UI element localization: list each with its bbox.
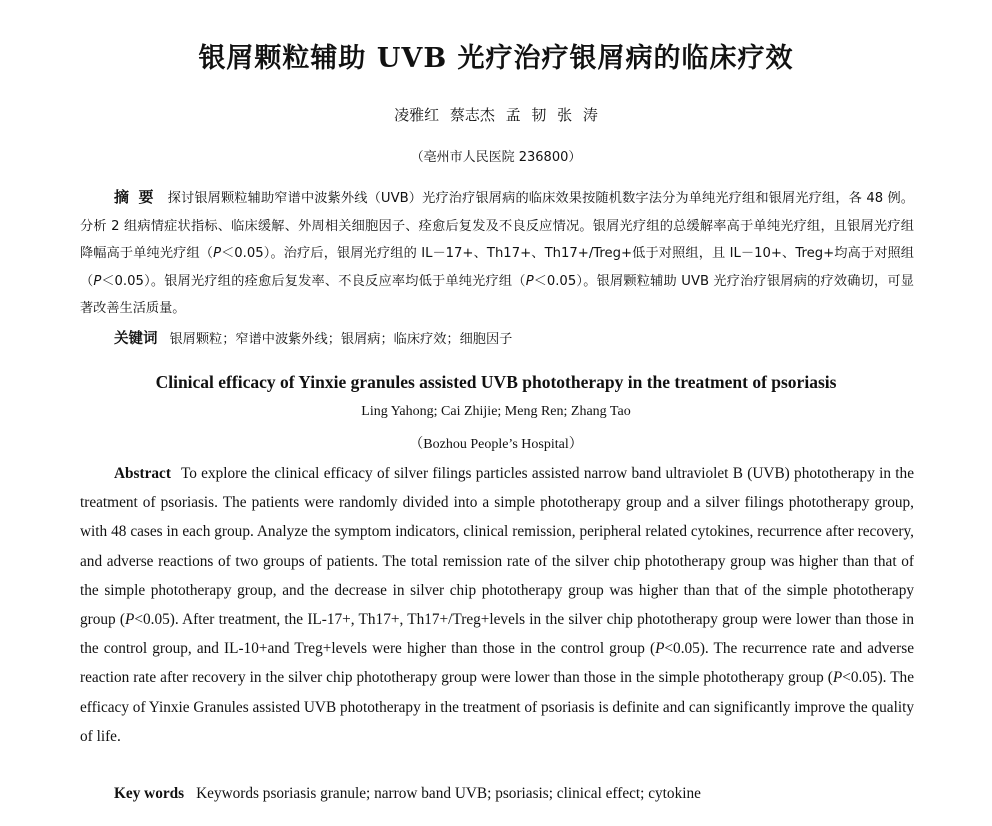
english-title: Clinical efficacy of Yinxie granules assisted UVB phototherapy in the treatment of psoriasis — [155, 372, 837, 392]
english-abstract-text: To explore the clinical efficacy of silver filings particles assisted narrow band ultraviolet B (UVB) phototherapy in the treatment of psoriasis. The patients were randomly divided into a simple phototherapy group and a silver filings phototherapy group, with 48 cases in each group. Analyze the symptom indicators, clinical remission, peripheral related cytokines, recurrence after recovery, and adverse reactions of two groups of patients. The total remission rate of the silver chip phototherapy group was higher than that of the simple phototherapy group, and the decrease in silver chip phototherapy group was higher than that of the simple phototherapy group ( — [80, 465, 914, 629]
english-authors: Ling Yahong; Cai Zhijie; Meng Ren; Zhang Tao — [361, 404, 631, 419]
chinese-abstract — [80, 184, 914, 323]
p-symbol: P — [655, 640, 665, 658]
p-symbol: P — [213, 246, 222, 261]
chinese-abstract-text: ＜0.05）。银屑颗粒辅助 UVB 光疗治疗银屑病的疗效确切，可显著改善生活质量。 — [80, 273, 914, 316]
chinese-authors: 凌雅红 蔡志杰 孟 韧 张 涛 — [394, 106, 598, 124]
english-abstract-label: Abstract — [114, 465, 171, 482]
p-symbol: P — [125, 611, 135, 629]
english-abstract — [80, 459, 914, 751]
english-abstract-text: <0.05). The recurrence rate and adverse reaction rate after recovery in the silver chip phototherapy group were lower than those in the simple phototherapy group ( — [80, 640, 914, 687]
p-symbol: P — [93, 273, 102, 289]
chinese-keywords — [114, 326, 914, 353]
english-abstract-text: <0.05). After treatment, the IL-17+, Th17+, Th17+/Treg+levels in the silver chip phototherapy group were lower than those in the control group, and IL-10+and Treg+levels were higher than those in the control group ( — [80, 611, 914, 658]
p-symbol: P — [525, 273, 534, 289]
chinese-keywords-text: 银屑颗粒；窄谱中波紫外线；银屑病；临床疗效；细胞因子 — [169, 332, 513, 347]
chinese-abstract-text: ＜0.05）。治疗后，银屑光疗组的 IL－17+、Th17+、Th17+/Treg+低于对照组，且 IL－10+、Treg+均高于对照组（ — [80, 246, 914, 289]
english-keywords-label: Key words — [114, 785, 185, 802]
chinese-affiliation: （亳州市人民医院 236800） — [410, 150, 582, 165]
chinese-title: 银屑颗粒辅助 UVB 光疗治疗银屑病的临床疗效 — [198, 43, 794, 74]
english-abstract-text: <0.05). The efficacy of Yinxie Granules assisted UVB phototherapy in the treatment of psoriasis is definite and can significantly improve the quality of life. — [80, 669, 914, 745]
chinese-abstract-text: ＜0.05）。银屑光疗组的痊愈后复发率、不良反应率均低于单纯光疗组（ — [101, 273, 526, 289]
p-symbol: P — [832, 669, 843, 687]
english-affiliation: （Bozhou People’s Hospital） — [409, 437, 583, 452]
chinese-abstract-label: 摘 要 — [114, 188, 156, 206]
chinese-abstract-text: 探讨银屑颗粒辅助窄谱中波紫外线（UVB）光疗治疗银屑病的临床效果按随机数字法分为单纯光疗组和银屑光疗组，各 48 例。分析 2 组病情症状指标、临床缓解、外周相关细胞因子、痊愈后复发及不良反应情况。银屑光疗组的总缓解率高于单纯光疗组，且银屑光疗组降幅高于单纯光疗组（ — [80, 191, 914, 261]
chinese-keywords-label: 关键词 — [114, 331, 158, 347]
english-keywords — [114, 782, 914, 806]
english-keywords-text: Keywords psoriasis granule; narrow band UVB; psoriasis; clinical effect; cytokine — [196, 785, 701, 802]
